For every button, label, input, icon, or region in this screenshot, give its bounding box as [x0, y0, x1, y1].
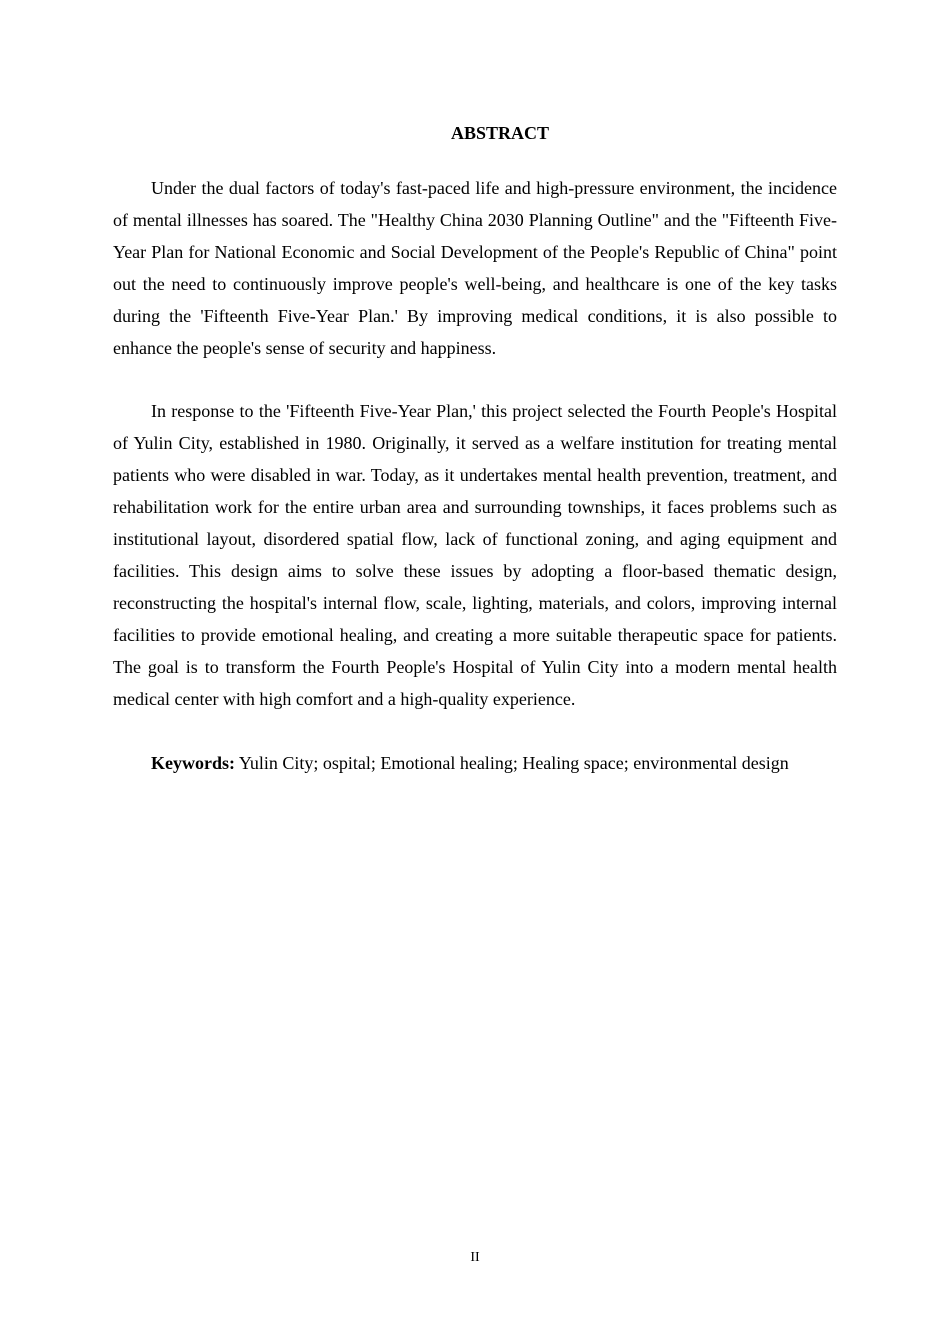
abstract-body: [113, 173, 837, 779]
keywords-line: [113, 748, 837, 780]
page-number: II: [470, 1250, 480, 1265]
abstract-paragraph-2: In response to the 'Fifteenth Five-Year Plan,' this project selected the Fourth People's Hospital of Yulin City, established in 1980. Originally, it served as a welfare institution for treating mental patients who were disabled in war. Today, as it undertakes mental health prevention, treatment, and rehabilitation work for the entire urban area and surrounding townships, it faces problems such as institutional layout, disordered spatial flow, lack of functional zoning, and aging equipment and facilities. This design aims to solve these issues by adopting a floor-based thematic design, reconstructing the hospital's internal flow, scale, lighting, materials, and colors, improving internal facilities to provide emotional healing, and creating a more suitable therapeutic space for patients. The goal is to transform the Fourth People's Hospital of Yulin City into a modern mental health medical center with high comfort and a high-quality experience.: [113, 401, 837, 709]
keywords-text: Yulin City; ospital; Emotional healing; Healing space; environmental design: [235, 752, 789, 773]
abstract-title: ABSTRACT: [450, 123, 550, 143]
keywords-label: Keywords:: [151, 752, 235, 773]
abstract-paragraph-1: Under the dual factors of today's fast-paced life and high-pressure environment, the incidence of mental illnesses has soared. The "Healthy China 2030 Planning Outline" and the "Fifteenth Five-Year Plan for National Economic and Social Development of the People's Republic of China" point out the need to continuously improve people's well-being, and healthcare is one of the key tasks during the 'Fifteenth Five-Year Plan.' By improving medical conditions, it is also possible to enhance the people's sense of security and happiness.: [113, 178, 837, 358]
